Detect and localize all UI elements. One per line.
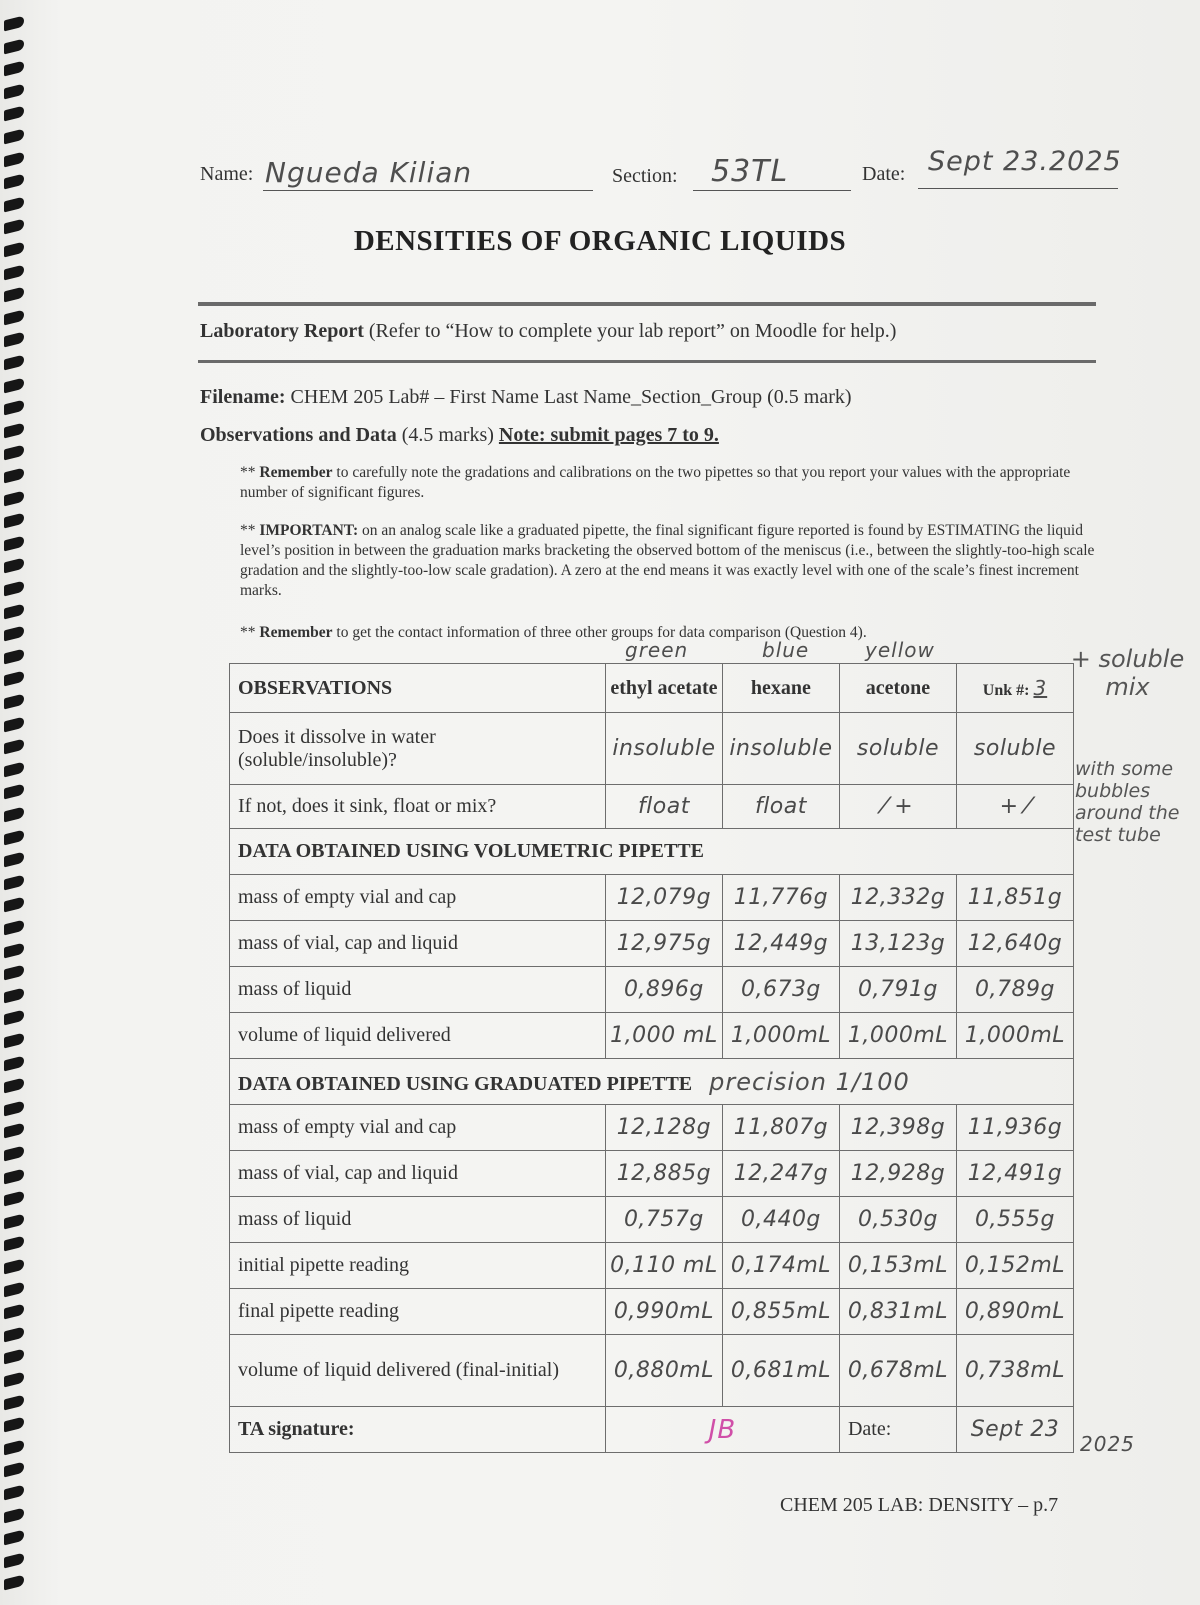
cell-value: 12,491g <box>956 1151 1073 1197</box>
note-stars: ** <box>240 624 256 641</box>
filename-label: Filename: <box>200 386 286 408</box>
spiral-coil <box>4 761 24 777</box>
table-row <box>230 1105 1074 1151</box>
cell-value: 12,885g <box>605 1151 722 1197</box>
spiral-coil <box>4 694 24 710</box>
spiral-coil <box>4 1168 24 1184</box>
note-bold: IMPORTANT: <box>259 522 359 539</box>
observations-table <box>229 663 1074 1453</box>
cell-value: 1,000mL <box>839 1013 956 1059</box>
cell-value: soluble <box>956 713 1073 785</box>
note-stars: ** <box>240 522 256 539</box>
cell-value: 11,851g <box>956 875 1073 921</box>
table-header-row <box>230 664 1074 713</box>
row-label: mass of liquid <box>230 1197 606 1243</box>
spiral-coil <box>4 1394 24 1410</box>
spiral-coil <box>4 1439 24 1455</box>
cell-value: insoluble <box>722 713 839 785</box>
side-note-bubbles: with some bubbles around the test tube <box>1075 758 1180 846</box>
cell-value: 12,332g <box>839 875 956 921</box>
spiral-coil <box>4 603 24 619</box>
spiral-coil <box>4 1507 24 1523</box>
filename-value: CHEM 205 Lab# – First Name Last Name_Section_Group (0.5 mark) <box>290 386 852 408</box>
note-bold: Remember <box>259 464 333 481</box>
col-note-hexane: blue <box>762 638 810 662</box>
section-graduated-cell <box>230 1059 1074 1105</box>
table-row <box>230 785 1074 829</box>
note-text: to get the contact information of three other groups for data comparison (Question 4). <box>332 624 867 641</box>
cell-value: 0,855mL <box>722 1289 839 1335</box>
note-bold: Remember <box>259 624 333 641</box>
filename-line <box>200 386 852 409</box>
ta-signature-cell <box>605 1407 839 1453</box>
spiral-coil <box>4 1326 24 1342</box>
row-label: mass of liquid <box>230 967 606 1013</box>
table-row <box>230 1197 1074 1243</box>
table-row <box>230 967 1074 1013</box>
spiral-coil <box>4 174 24 190</box>
cell-value: 0,110 mL <box>605 1243 722 1289</box>
cell-value: 11,776g <box>722 875 839 921</box>
ta-date-year: 2025 <box>1080 1432 1135 1456</box>
spiral-coil <box>4 739 24 755</box>
spiral-coil <box>4 874 24 890</box>
spiral-coil <box>4 1575 24 1591</box>
row-label: mass of vial, cap and liquid <box>230 1151 606 1197</box>
spiral-coil <box>4 309 24 325</box>
table-row <box>230 1335 1074 1407</box>
spiral-coil <box>4 1530 24 1546</box>
cell-value: 0,738mL <box>956 1335 1073 1407</box>
cell-value: 12,398g <box>839 1105 956 1151</box>
table-row <box>230 1013 1074 1059</box>
cell-value: 1,000 mL <box>605 1013 722 1059</box>
spiral-coil <box>4 1281 24 1297</box>
note-text: to carefully note the gradations and calibrations on the two pipettes so that you report your values with the appropriate number of significant figures. <box>240 464 1071 501</box>
cell-value: 12,449g <box>722 921 839 967</box>
spiral-coil <box>4 965 24 981</box>
col-unknown <box>956 664 1073 713</box>
cell-value: 0,673g <box>722 967 839 1013</box>
table-row <box>230 875 1074 921</box>
cell-value: 1,000mL <box>722 1013 839 1059</box>
spiral-coil <box>4 151 24 167</box>
cell-value: 0,831mL <box>839 1289 956 1335</box>
cell-value: 0,440g <box>722 1197 839 1243</box>
cell-value: 0,681mL <box>722 1335 839 1407</box>
ta-row <box>230 1407 1074 1453</box>
spiral-coil <box>4 1485 24 1501</box>
graduated-rows <box>230 1105 1074 1407</box>
report-heading-note: (Refer to “How to complete your lab report” on Moodle for help.) <box>368 320 897 342</box>
cell-value: float <box>722 785 839 829</box>
spiral-coil <box>4 942 24 958</box>
cell-value: 12,928g <box>839 1151 956 1197</box>
col-acetone: acetone <box>839 664 956 713</box>
row-label: mass of empty vial and cap <box>230 1105 606 1151</box>
spiral-coil <box>4 287 24 303</box>
cell-value: 12,975g <box>605 921 722 967</box>
spiral-coil <box>4 558 24 574</box>
spiral-coil <box>4 829 24 845</box>
spiral-coil <box>4 422 24 438</box>
cell-value: ⁄ + <box>839 785 956 829</box>
note-important <box>240 521 1100 601</box>
precision-note: precision 1/100 <box>709 1067 910 1096</box>
note-remember-gradations <box>240 463 1100 503</box>
note-text: on an analog scale like a graduated pipette, the final significant figure reported is found by ESTIMATING the liquid level’s position in between the graduation marks bracketing the observed bottom of the meniscus (i.e., between the slightly-too-high scale gradation and the slightly-too-low scale gradation). A zero at the end means it was exactly level with one of the scale’s finest increment marks. <box>240 522 1095 599</box>
spiral-coil <box>4 83 24 99</box>
name-field <box>263 156 593 191</box>
cell-value: 13,123g <box>839 921 956 967</box>
spiral-coil <box>4 535 24 551</box>
note-stars: ** <box>240 464 256 481</box>
col-note-ethyl: green <box>625 638 689 662</box>
row-label: final pipette reading <box>230 1289 606 1335</box>
spiral-coil <box>4 1372 24 1388</box>
section-graduated: DATA OBTAINED USING GRADUATED PIPETTE <box>238 1072 693 1095</box>
spiral-coil <box>4 377 24 393</box>
row-label: volume of liquid delivered <box>230 1013 606 1059</box>
spiral-coil <box>4 852 24 868</box>
cell-value: float <box>605 785 722 829</box>
cell-value: 12,640g <box>956 921 1073 967</box>
row-label: volume of liquid delivered (final-initial) <box>230 1335 606 1407</box>
cell-value: soluble <box>839 713 956 785</box>
name-value: Ngueda Kilian <box>265 156 473 189</box>
page-title: DENSITIES OF ORGANIC LIQUIDS <box>353 225 847 257</box>
spiral-coil <box>4 1349 24 1365</box>
cell-value: 0,555g <box>956 1197 1073 1243</box>
cell-value: 0,530g <box>839 1197 956 1243</box>
col-hexane: hexane <box>722 664 839 713</box>
spiral-coil <box>4 1033 24 1049</box>
observations-header: OBSERVATIONS <box>230 664 606 713</box>
spiral-coil <box>4 807 24 823</box>
row-label: initial pipette reading <box>230 1243 606 1289</box>
row-label: mass of empty vial and cap <box>230 875 606 921</box>
col-ethyl-acetate: ethyl acetate <box>605 664 722 713</box>
cell-value: 0,757g <box>605 1197 722 1243</box>
spiral-coil <box>4 1100 24 1116</box>
table-row <box>230 1151 1074 1197</box>
spiral-coil <box>4 581 24 597</box>
row-label: If not, does it sink, float or mix? <box>230 785 606 829</box>
spiral-coil <box>4 1191 24 1207</box>
spiral-coil <box>4 784 24 800</box>
spiral-coil <box>4 129 24 145</box>
spiral-coil <box>4 648 24 664</box>
spiral-coil <box>4 1213 24 1229</box>
cell-value: 11,807g <box>722 1105 839 1151</box>
spiral-coil <box>4 355 24 371</box>
spiral-coil <box>4 196 24 212</box>
cell-value: 12,247g <box>722 1151 839 1197</box>
side-note-soluble-mix: + soluble mix <box>1070 645 1185 701</box>
spiral-coil <box>4 626 24 642</box>
cell-value: + ⁄ <box>956 785 1073 829</box>
observations-note: Note: submit pages 7 to 9. <box>498 424 719 446</box>
table-row <box>230 1243 1074 1289</box>
spiral-coil <box>4 671 24 687</box>
page-footer: CHEM 205 LAB: DENSITY – p.7 <box>780 1494 1059 1516</box>
cell-value: 1,000mL <box>956 1013 1073 1059</box>
report-heading: Laboratory Report <box>200 320 364 342</box>
col-note-acetone: yellow <box>865 638 935 662</box>
observations-label: Observations and Data <box>200 424 397 446</box>
spiral-coil <box>4 38 24 54</box>
table-row <box>230 713 1074 785</box>
spiral-coil <box>4 1146 24 1162</box>
row-label: mass of vial, cap and liquid <box>230 921 606 967</box>
date-label: Date: <box>862 163 906 185</box>
spiral-coil <box>4 987 24 1003</box>
cell-value: insoluble <box>605 713 722 785</box>
spiral-coil <box>4 468 24 484</box>
ta-date-value: Sept 23 <box>956 1407 1073 1453</box>
cell-value: 0,896g <box>605 967 722 1013</box>
row-label: Does it dissolve in water (soluble/insoluble)? <box>230 713 606 785</box>
cell-value: 0,890mL <box>956 1289 1073 1335</box>
date-field <box>918 146 1122 189</box>
cell-value: 0,789g <box>956 967 1073 1013</box>
name-label: Name: <box>200 163 254 185</box>
spiral-coil <box>4 1123 24 1139</box>
cell-value: 0,678mL <box>839 1335 956 1407</box>
spiral-coil <box>4 16 24 32</box>
spiral-coil <box>4 106 24 122</box>
spiral-coil <box>4 400 24 416</box>
spiral-coil <box>4 490 24 506</box>
spiral-coil <box>4 1236 24 1252</box>
cell-value: 12,079g <box>605 875 722 921</box>
cell-value: 12,128g <box>605 1105 722 1151</box>
table-row <box>230 921 1074 967</box>
report-heading-line <box>200 320 896 343</box>
unknown-label: Unk #: <box>982 682 1030 699</box>
spiral-coil <box>4 1259 24 1275</box>
spiral-coil <box>4 716 24 732</box>
spiral-coil <box>4 1417 24 1433</box>
divider-top <box>198 302 1096 306</box>
section-row-volumetric <box>230 829 1074 875</box>
cell-value: 0,990mL <box>605 1289 722 1335</box>
cell-value: 0,152mL <box>956 1243 1073 1289</box>
spiral-coil <box>4 897 24 913</box>
cell-value: 11,936g <box>956 1105 1073 1151</box>
section-volumetric: DATA OBTAINED USING VOLUMETRIC PIPETTE <box>230 829 1074 875</box>
spiral-coil <box>4 1055 24 1071</box>
section-field <box>693 154 851 191</box>
date-value: Sept 23.2025 <box>928 146 1122 177</box>
spiral-coil <box>4 264 24 280</box>
ta-signature: JB <box>708 1414 737 1445</box>
observations-marks: (4.5 marks) <box>401 424 494 446</box>
spiral-coil <box>4 1304 24 1320</box>
table-row <box>230 1289 1074 1335</box>
spiral-coil <box>4 332 24 348</box>
section-value: 53TL <box>711 154 789 189</box>
observations-line <box>200 424 719 447</box>
spiral-coil <box>4 1078 24 1094</box>
divider-bottom <box>198 360 1096 363</box>
spiral-coil <box>4 1462 24 1478</box>
ta-signature-label: TA signature: <box>230 1407 606 1453</box>
unknown-number: 3 <box>1033 676 1048 700</box>
spiral-coil <box>4 445 24 461</box>
ta-date-label: Date: <box>839 1407 956 1453</box>
cell-value: 0,880mL <box>605 1335 722 1407</box>
spiral-coil <box>4 920 24 936</box>
cell-value: 0,791g <box>839 967 956 1013</box>
spiral-coil <box>4 1010 24 1026</box>
spiral-coil <box>4 61 24 77</box>
spiral-coil <box>4 513 24 529</box>
cell-value: 0,153mL <box>839 1243 956 1289</box>
volumetric-rows <box>230 875 1074 1059</box>
spiral-coil <box>4 1552 24 1568</box>
section-row-graduated <box>230 1059 1074 1105</box>
section-label: Section: <box>612 165 678 187</box>
cell-value: 0,174mL <box>722 1243 839 1289</box>
